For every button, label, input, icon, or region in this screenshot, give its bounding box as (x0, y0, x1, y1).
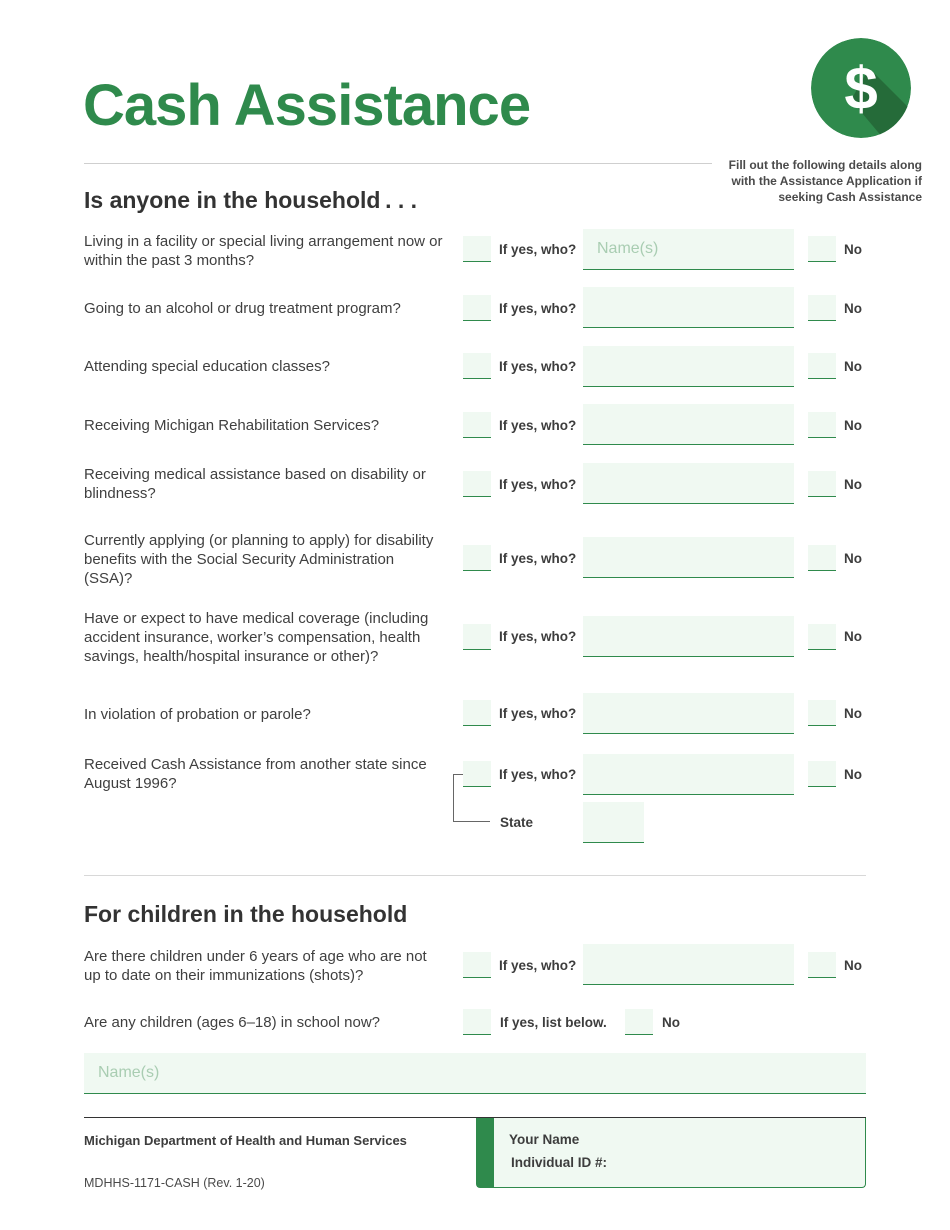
logo-symbol: $ (844, 55, 878, 122)
form-number: MDHHS-1171-CASH (Rev. 1-20) (84, 1176, 265, 1190)
yes-checkbox-other-state[interactable] (463, 761, 491, 787)
yes-checkbox-rehabilitation[interactable] (463, 412, 491, 438)
if-yes-label: If yes, who? (499, 706, 577, 721)
yes-checkbox-medical-coverage[interactable] (463, 624, 491, 650)
no-checkbox-medical-coverage[interactable] (808, 624, 836, 650)
if-yes-label: If yes, who? (499, 767, 577, 782)
no-label: No (844, 242, 862, 257)
no-label: No (844, 551, 862, 566)
question-treatment: Going to an alcohol or drug treatment program? (84, 300, 401, 317)
question-rehabilitation: Receiving Michigan Rehabilitation Services? (84, 417, 380, 434)
no-checkbox-disability-medical[interactable] (808, 471, 836, 497)
names-field-rehabilitation[interactable] (583, 404, 794, 445)
no-checkbox-rehabilitation[interactable] (808, 412, 836, 438)
if-yes-label: If yes, who? (499, 359, 577, 374)
no-checkbox-facility[interactable] (808, 236, 836, 262)
no-label: No (844, 629, 862, 644)
if-yes-label: If yes, who? (499, 958, 577, 973)
header-divider (84, 163, 712, 164)
question-probation: In violation of probation or parole? (84, 706, 311, 723)
yes-checkbox-school[interactable] (463, 1009, 491, 1035)
no-checkbox-other-state[interactable] (808, 761, 836, 787)
no-label: No (844, 477, 862, 492)
dollar-circle-icon (811, 38, 911, 138)
no-label: No (844, 958, 862, 973)
no-label: No (662, 1015, 680, 1030)
instructions-note: Fill out the following details along with the Assistance Application if seeking Cash Assistance (728, 158, 922, 204)
if-yes-label: If yes, who? (499, 418, 577, 433)
yes-checkbox-treatment[interactable] (463, 295, 491, 321)
state-label: State (500, 815, 534, 830)
names-field-immunizations[interactable] (583, 944, 794, 985)
no-checkbox-immunizations[interactable] (808, 952, 836, 978)
no-label: No (844, 359, 862, 374)
no-label: No (844, 418, 862, 433)
names-field-special-education[interactable] (583, 346, 794, 387)
applicant-id-box[interactable] (476, 1118, 866, 1188)
question-special-education: Attending special education classes? (84, 358, 330, 375)
your-name-label: Your Name (509, 1132, 580, 1147)
if-yes-label: If yes, who? (499, 477, 577, 492)
no-label: No (844, 767, 862, 782)
yes-checkbox-probation[interactable] (463, 700, 491, 726)
section-divider (84, 875, 866, 876)
no-checkbox-special-education[interactable] (808, 353, 836, 379)
question-disability-medical: Receiving medical assistance based on disability or blindness? (84, 466, 426, 502)
if-yes-list-label: If yes, list below. (500, 1015, 607, 1030)
yes-checkbox-facility[interactable] (463, 236, 491, 262)
yes-checkbox-immunizations[interactable] (463, 952, 491, 978)
question-other-state: Received Cash Assistance from another state since August 1996? (84, 756, 427, 792)
if-yes-label: If yes, who? (499, 551, 577, 566)
yes-checkbox-special-education[interactable] (463, 353, 491, 379)
names-field-probation[interactable] (583, 693, 794, 734)
question-ssa: Currently applying (or planning to apply) for disability benefits with the Social Security Administration (SSA)? (84, 532, 434, 587)
if-yes-label: If yes, who? (499, 242, 577, 257)
names-field-ssa[interactable] (583, 537, 794, 578)
question-school: Are any children (ages 6–18) in school now? (84, 1014, 381, 1031)
names-field-disability-medical[interactable] (583, 463, 794, 504)
section-title-children: For children in the household (84, 901, 408, 927)
individual-id-label: Individual ID #: (511, 1155, 608, 1170)
question-facility: Living in a facility or special living arrangement now or within the past 3 months? (84, 233, 443, 269)
names-field-treatment[interactable] (583, 287, 794, 328)
name-placeholder: Name(s) (597, 240, 659, 257)
state-field[interactable] (583, 802, 644, 843)
no-label: No (844, 301, 862, 316)
page-title: Cash Assistance (83, 73, 531, 138)
question-medical-coverage: Have or expect to have medical coverage (including accident insurance, worker’s compensation, health savings, health/hospital insurance or other)? (84, 610, 429, 665)
no-checkbox-treatment[interactable] (808, 295, 836, 321)
yes-checkbox-disability-medical[interactable] (463, 471, 491, 497)
name-placeholder: Name(s) (98, 1064, 160, 1081)
names-field-medical-coverage[interactable] (583, 616, 794, 657)
yes-checkbox-ssa[interactable] (463, 545, 491, 571)
no-checkbox-ssa[interactable] (808, 545, 836, 571)
no-label: No (844, 706, 862, 721)
no-checkbox-probation[interactable] (808, 700, 836, 726)
names-field-facility[interactable] (583, 229, 794, 270)
id-box-accent-bar (477, 1118, 494, 1187)
names-field-other-state[interactable] (583, 754, 794, 795)
question-immunizations: Are there children under 6 years of age who are not up to date on their immunizations (shots)? (84, 948, 427, 984)
children-names-field[interactable] (84, 1053, 866, 1094)
if-yes-label: If yes, who? (499, 629, 577, 644)
no-checkbox-school[interactable] (625, 1009, 653, 1035)
if-yes-label: If yes, who? (499, 301, 577, 316)
section-title-household: Is anyone in the household . . . (84, 187, 418, 213)
department-name: Michigan Department of Health and Human Services (84, 1133, 407, 1148)
